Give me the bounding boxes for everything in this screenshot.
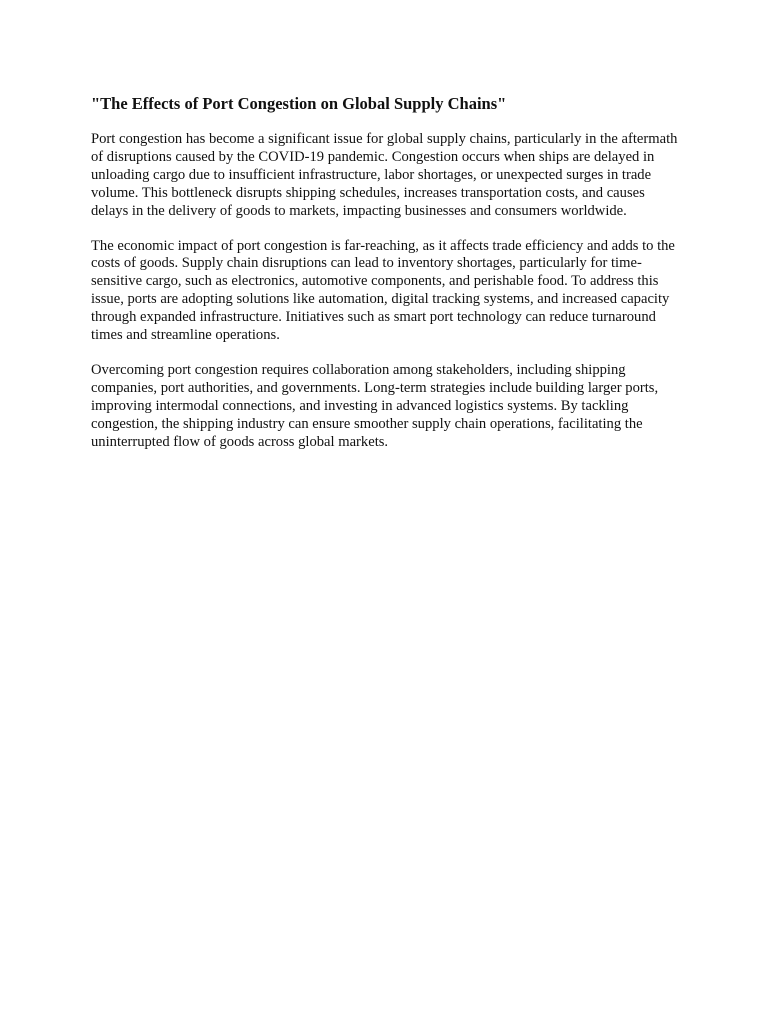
document-body <box>91 94 683 469</box>
document-title: "The Effects of Port Congestion on Global Supply Chains" <box>91 94 507 113</box>
paragraph-2: The economic impact of port congestion is far-reaching, as it affects trade efficiency and adds to the costs of goods. Supply chain disruptions can lead to inventory shortages, particularly for time-sensitive cargo, such as electronics, automotive components, and perishable food. To address this issue, ports are adopting solutions like automation, digital tracking systems, and increased capacity through expanded infrastructure. Initiatives such as smart port technology can reduce turnaround times and streamline operations. <box>91 237 675 344</box>
paragraph-3: Overcoming port congestion requires collaboration among stakeholders, including shipping companies, port authorities, and governments. Long-term strategies include building larger ports, improving intermodal connections, and investing in advanced logistics systems. By tackling congestion, the shipping industry can ensure smoother supply chain operations, facilitating the uninterrupted flow of goods across global markets. <box>91 361 659 450</box>
paragraph-1: Port congestion has become a significant issue for global supply chains, particularly in the aftermath of disruptions caused by the COVID-19 pandemic. Congestion occurs when ships are delayed in unloading cargo due to insufficient infrastructure, labor shortages, or unexpected surges in trade volume. This bottleneck disrupts shipping schedules, increases transportation costs, and causes delays in the delivery of goods to markets, impacting businesses and consumers worldwide. <box>91 131 678 219</box>
